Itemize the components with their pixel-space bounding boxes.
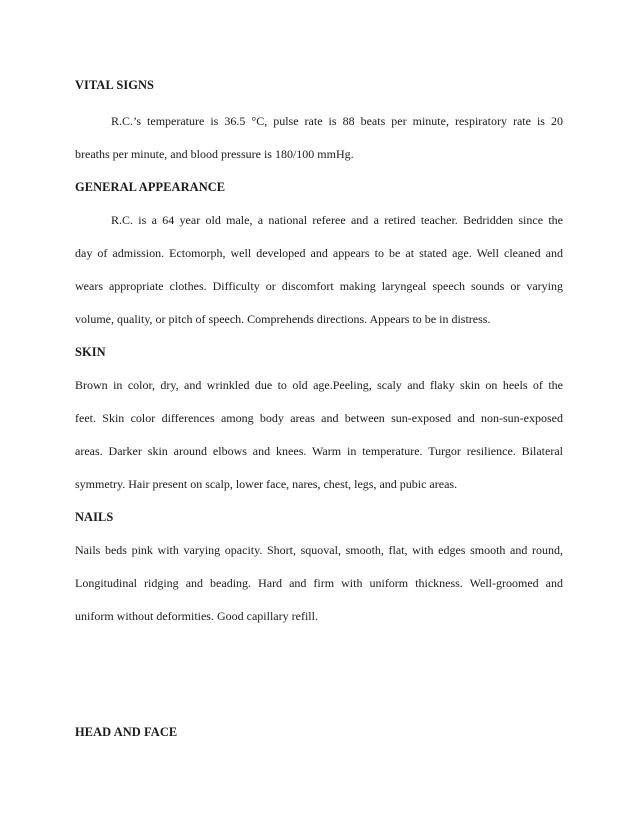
section-heading-general-appearance: GENERAL APPEARANCE xyxy=(75,180,226,194)
paragraph-line: symmetry. Hair present on scalp, lower face, nares, chest, legs, and pubic areas. xyxy=(75,477,458,491)
paragraph-line: Longitudinal ridging and beading. Hard and firm with uniform thickness. Well-groomed and xyxy=(75,576,563,590)
paragraph-line: uniform without deformities. Good capillary refill. xyxy=(75,609,318,623)
section-heading-vital-signs: VITAL SIGNS xyxy=(75,78,155,92)
paragraph-line: volume, quality, or pitch of speech. Comprehends directions. Appears to be in distress. xyxy=(75,312,491,326)
paragraph-line: feet. Skin color differences among body areas and between sun-exposed and non-sun-exposed xyxy=(75,411,563,425)
paragraph-line: Brown in color, dry, and wrinkled due to old age.Peeling, scaly and flaky skin on heels of the xyxy=(75,378,563,392)
paragraph-line: areas. Darker skin around elbows and knees. Warm in temperature. Turgor resilience. Bilateral xyxy=(75,444,563,458)
paragraph-line: wears appropriate clothes. Difficulty or discomfort making laryngeal speech sounds or varying xyxy=(75,279,563,293)
paragraph-line: R.C.’s temperature is 36.5 °C, pulse rate is 88 beats per minute, respiratory rate is 20 xyxy=(111,114,563,128)
paragraph-line: R.C. is a 64 year old male, a national referee and a retired teacher. Bedridden since the xyxy=(111,213,563,227)
section-heading-nails: NAILS xyxy=(75,510,114,524)
paragraph-line: Nails beds pink with varying opacity. Short, squoval, smooth, flat, with edges smooth and round, xyxy=(75,543,563,557)
section-heading-skin: SKIN xyxy=(75,345,106,359)
section-heading-head-and-face: HEAD AND FACE xyxy=(75,725,178,739)
paragraph-line: breaths per minute, and blood pressure is 180/100 mmHg. xyxy=(75,147,354,161)
paragraph-line: day of admission. Ectomorph, well developed and appears to be at stated age. Well cleaned and xyxy=(75,246,563,260)
